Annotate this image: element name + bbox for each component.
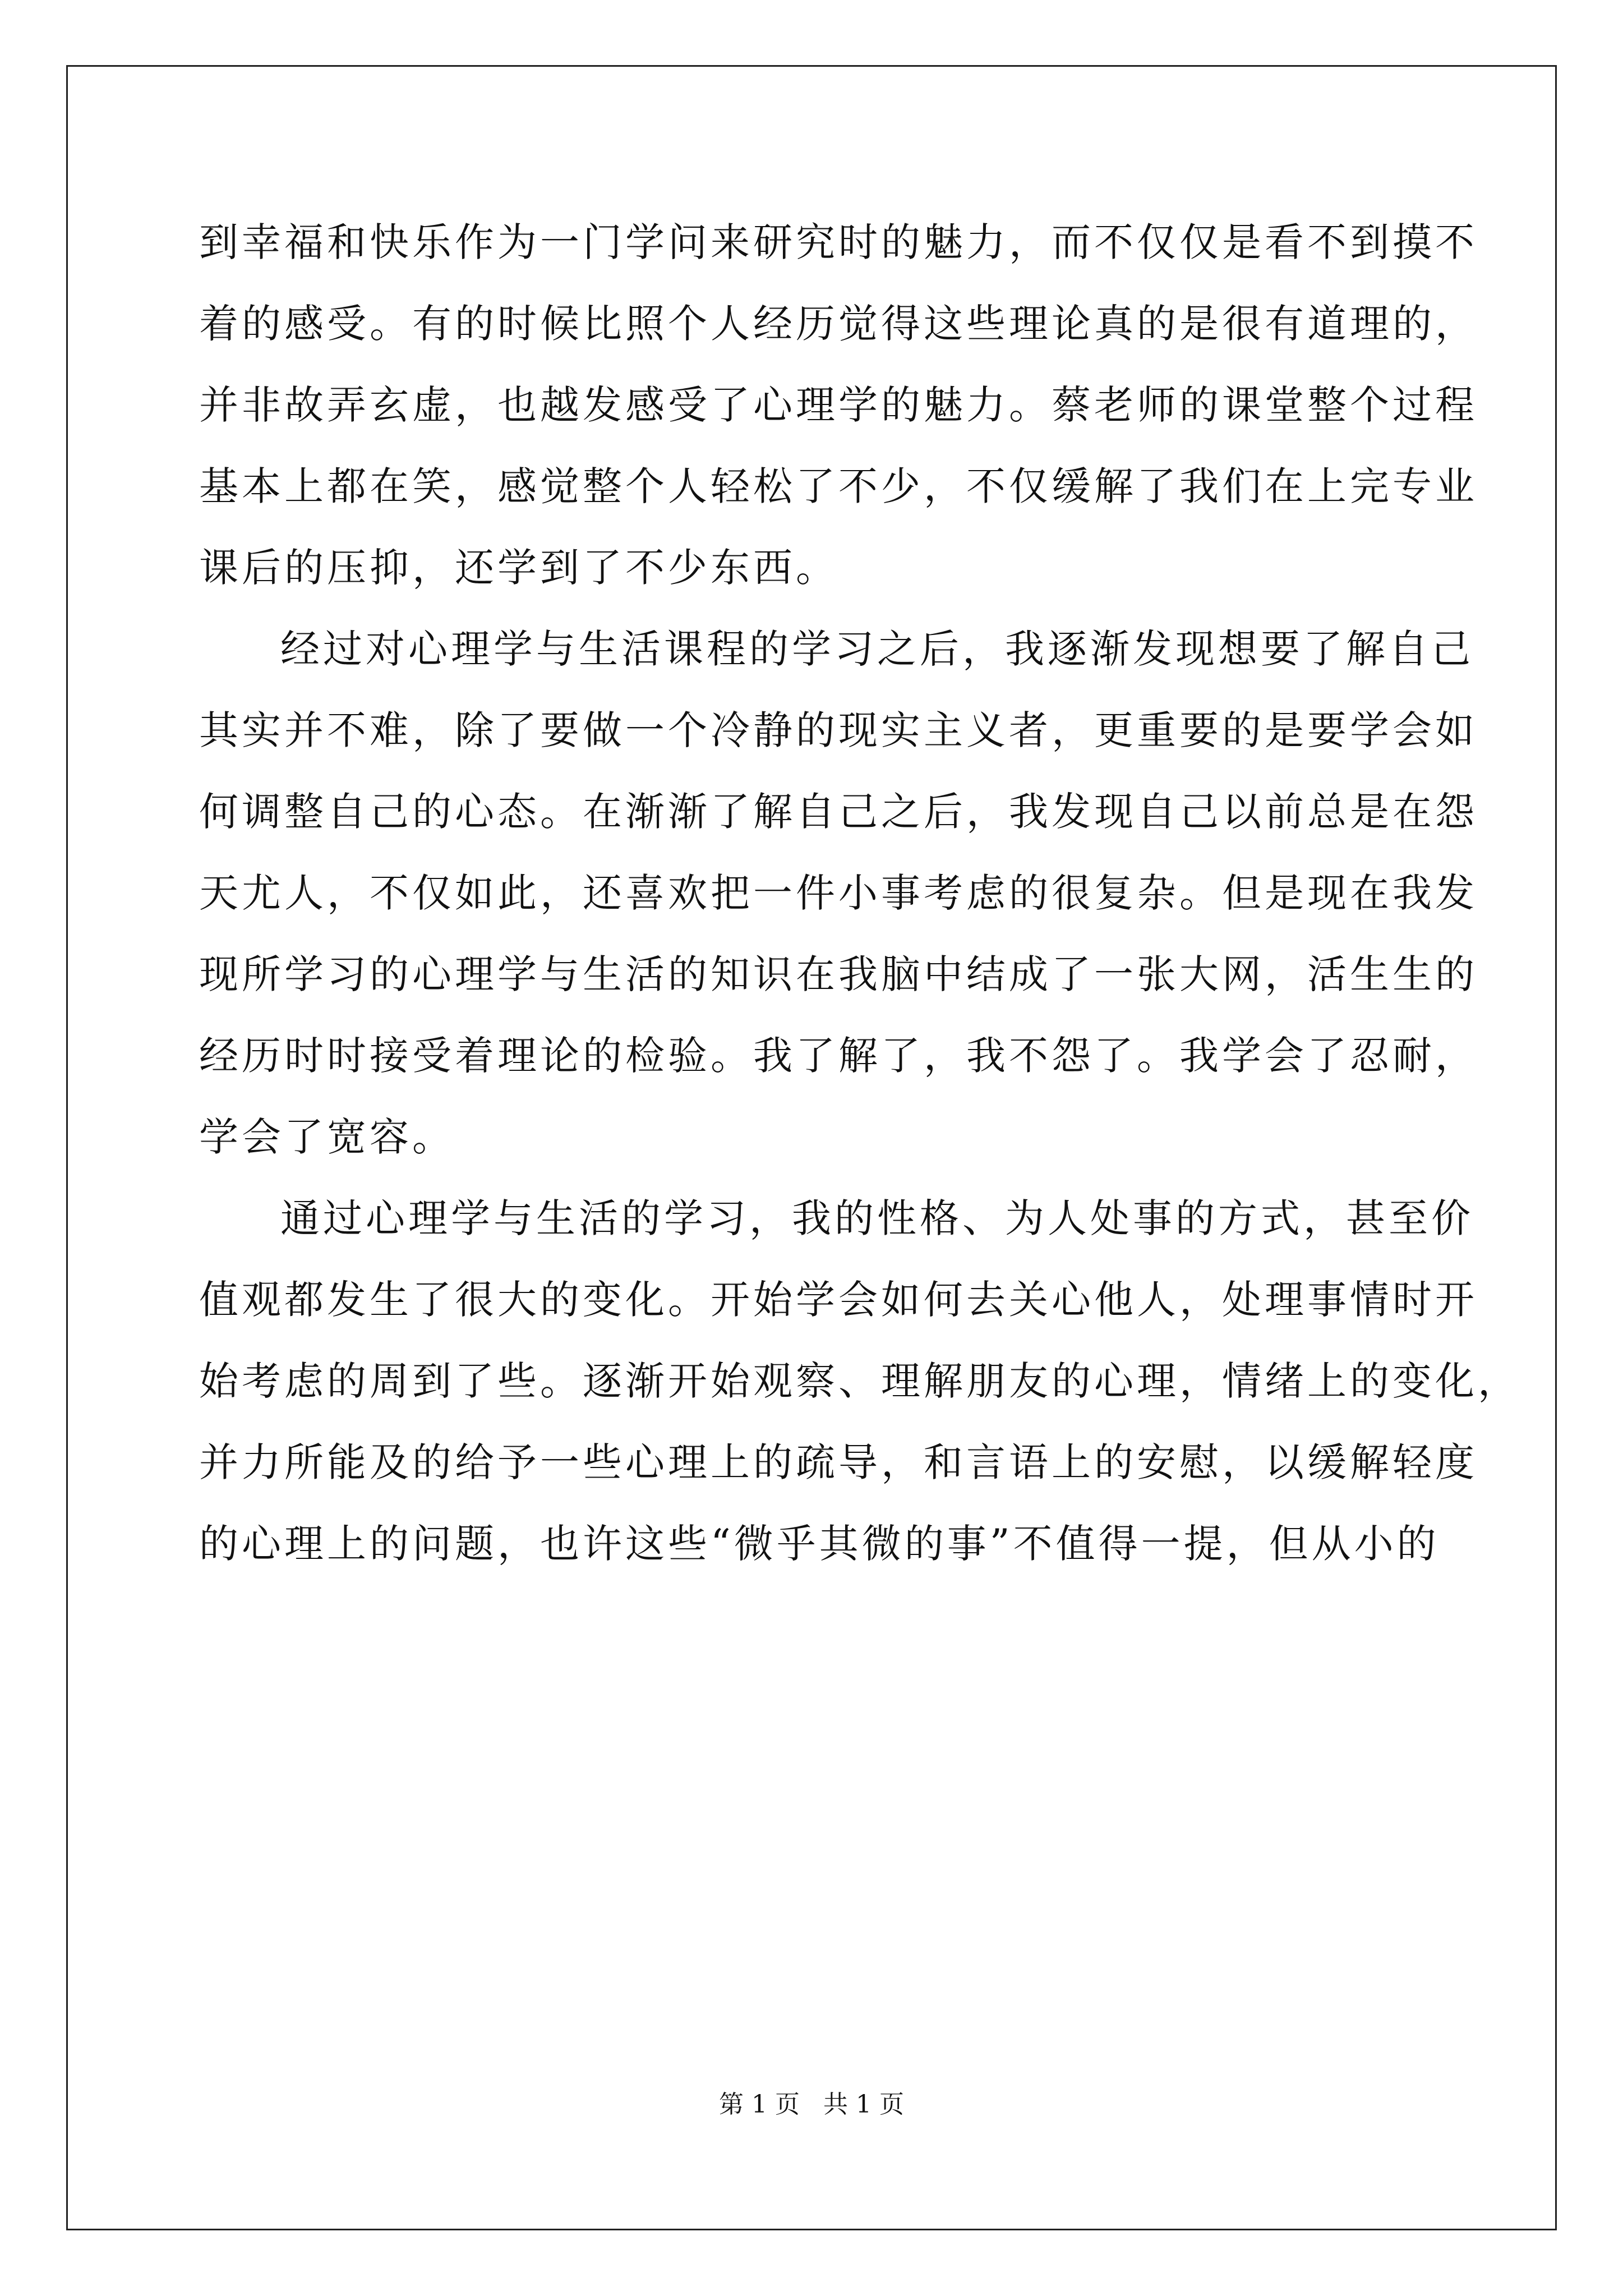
paragraph-1-line-4: 基本上都在笑，感觉整个人轻松了不少，不仅缓解了我们在上完专业 <box>199 463 1478 509</box>
page-footer: 第 1 页 共 1 页 <box>719 2090 904 2119</box>
paragraph-3-line-4: 并力所能及的给予一些心理上的疏导，和言语上的安慰，以缓解轻度 <box>199 1439 1478 1485</box>
paragraph-1-line-1: 到幸福和快乐作为一门学问来研究时的魅力，而不仅仅是看不到摸不 <box>199 219 1478 265</box>
paragraph-2-line-7: 学会了宽容。 <box>199 1114 455 1160</box>
paragraph-2-line-1: 经过对心理学与生活课程的学习之后，我逐渐发现想要了解自己 <box>280 626 1474 672</box>
paragraph-3-line-2: 值观都发生了很大的变化。开始学会如何去关心他人，处理事情时开 <box>199 1277 1478 1323</box>
paragraph-2-line-3: 何调整自己的心态。在渐渐了解自己之后，我发现自己以前总是在怨 <box>199 789 1478 835</box>
paragraph-2-line-6: 经历时时接受着理论的检验。我了解了，我不怨了。我学会了忍耐， <box>199 1033 1478 1079</box>
paragraph-1-line-3: 并非故弄玄虚，也越发感受了心理学的魅力。蔡老师的课堂整个过程 <box>199 382 1478 428</box>
paragraph-3-line-3: 始考虑的周到了些。逐渐开始观察、理解朋友的心理，情绪上的变化， <box>199 1358 1520 1404</box>
paragraph-1-line-5: 课后的压抑，还学到了不少东西。 <box>199 545 838 591</box>
paragraph-3-line-5: 的心理上的问题，也许这些“微乎其微的事”不值得一提，但从小的 <box>199 1521 1440 1567</box>
paragraph-2-line-2: 其实并不难，除了要做一个冷静的现实主义者，更重要的是要学会如 <box>199 707 1478 753</box>
paragraph-2-line-5: 现所学习的心理学与生活的知识在我脑中结成了一张大网，活生生的 <box>199 951 1478 997</box>
paragraph-3-line-1: 通过心理学与生活的学习，我的性格、为人处事的方式，甚至价 <box>280 1195 1474 1241</box>
paragraph-1-line-2: 着的感受。有的时候比照个人经历觉得这些理论真的是很有道理的， <box>199 301 1478 347</box>
paragraph-2-line-4: 天尤人，不仅如此，还喜欢把一件小事考虑的很复杂。但是现在我发 <box>199 870 1478 916</box>
